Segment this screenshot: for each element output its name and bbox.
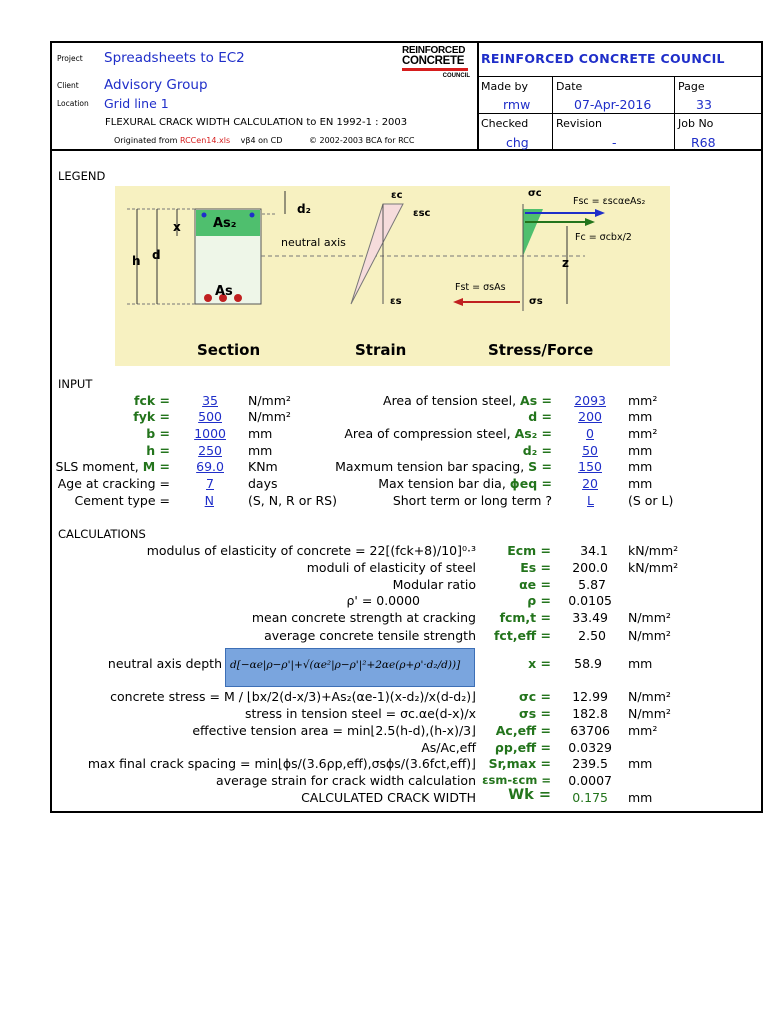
logo-line2: CONCRETE <box>402 55 465 67</box>
calc-desc-rho: ρ' = 0.0000 <box>346 593 420 608</box>
d2-input[interactable]: 50 <box>582 443 598 458</box>
originated-line <box>114 136 414 145</box>
calc-val-ae: 5.87 <box>578 577 606 592</box>
calc-val-aceff: 63706 <box>570 723 610 738</box>
location-value: Grid line 1 <box>104 96 169 111</box>
bardia-row-label <box>300 476 552 491</box>
as-symbol: As = <box>520 393 552 408</box>
calc-sym-es: Es = <box>520 560 551 575</box>
calc-sym-x: x = <box>528 656 551 671</box>
stress-triangle <box>523 209 543 256</box>
input-heading: INPUT <box>58 377 93 391</box>
calc-sym-ecm: Ecm = <box>507 543 551 558</box>
calc-unit-es: kN/mm² <box>628 560 679 575</box>
b-label: b = <box>146 426 170 441</box>
sigma-s-label: σs <box>529 296 543 307</box>
stress-caption: Stress/Force <box>488 341 594 359</box>
moment-unit: KNm <box>248 459 278 474</box>
council-title: REINFORCED CONCRETE COUNCIL <box>481 51 725 66</box>
cement-unit: (S, N, R or RS) <box>248 493 337 508</box>
calc-sym-ae: αe = <box>519 577 551 592</box>
page-label: Page <box>678 80 705 93</box>
spacing-row-label <box>300 459 552 474</box>
bardia-prefix: Max tension bar dia, <box>378 476 506 491</box>
calc-unit-srmax: mm <box>628 756 653 771</box>
calc-unit-fct: N/mm² <box>628 628 671 643</box>
calc-desc-sigmas: stress in tension steel = σc.αe(d-x)/x <box>245 706 476 721</box>
strain-caption: Strain <box>355 341 407 359</box>
header-hline1 <box>478 76 763 77</box>
header-divider <box>50 149 763 151</box>
bottom-bar-3 <box>234 294 242 302</box>
d-label: d <box>152 248 161 262</box>
as2-symbol: As₂ = <box>514 426 552 441</box>
calc-desc-ecm: modulus of elasticity of concrete = 22[(fck+8)/10]⁰·³ <box>146 543 476 558</box>
calc-sym-rho: ρ = <box>527 593 551 608</box>
age-label: Age at cracking = <box>57 476 170 491</box>
calc-val-esm: 0.0007 <box>568 773 612 788</box>
legend-diagram <box>115 186 670 366</box>
project-value: Spreadsheets to EC2 <box>104 50 245 66</box>
d-symbol: d = <box>528 409 552 424</box>
moment-label: M = <box>142 459 170 474</box>
calc-desc-srmax: max final crack spacing = min⌊ϕs/(3.6ρp,eff),σsϕs/(3.6fct,eff)⌋ <box>87 756 476 771</box>
client-label: Client <box>57 81 79 90</box>
logo-line1: REINFORCED <box>402 45 466 56</box>
calc-sym-esm: εsm-εcm = <box>482 773 551 787</box>
header-vline3 <box>674 76 675 150</box>
calc-sym-fcm: fcm,t = <box>499 610 551 625</box>
calc-desc-es: moduli of elasticity of steel <box>306 560 476 575</box>
calc-desc-x: neutral axis depth <box>107 656 222 671</box>
term-input[interactable]: L <box>587 493 594 508</box>
calc-desc-fcm: mean concrete strength at cracking <box>251 610 476 625</box>
as-unit: mm² <box>628 393 658 408</box>
logo-red-bar <box>402 68 468 71</box>
as-input[interactable]: 2093 <box>574 393 606 408</box>
calc-unit-sigmac: N/mm² <box>628 689 671 704</box>
calc-sym-sigmac: σc = <box>519 689 551 704</box>
h-label: h <box>132 254 141 268</box>
calc-val-fct: 2.50 <box>578 628 606 643</box>
calc-val-ecm: 34.1 <box>580 543 608 558</box>
calc-desc-rhop: As/Ac,eff <box>421 740 476 755</box>
calc-heading: CALCULATIONS <box>58 527 146 541</box>
calc-unit-sigmas: N/mm² <box>628 706 671 721</box>
cement-label: Cement type = <box>74 493 170 508</box>
made-by-label: Made by <box>481 80 528 93</box>
top-bar-2 <box>250 213 255 218</box>
as2-unit: mm² <box>628 426 658 441</box>
fc-label: Fc = σcbx/2 <box>575 232 632 243</box>
calc-val-sigmas: 182.8 <box>572 706 608 721</box>
calc-desc-wk: CALCULATED CRACK WIDTH <box>301 790 476 805</box>
fck-label: fck = <box>134 393 170 408</box>
calc-sym-fct: fct,eff = <box>493 628 551 643</box>
calc-sym-wk: Wk = <box>508 787 551 803</box>
calc-val-es: 200.0 <box>572 560 608 575</box>
as2-label: As₂ <box>213 216 237 231</box>
calc-desc-ae: Modular ratio <box>392 577 476 592</box>
checked-label: Checked <box>481 117 529 130</box>
checked-value: chg <box>506 135 529 150</box>
calc-desc-aceff: effective tension area = min⌊2.5(h-d),(h-x)/3⌋ <box>192 723 476 738</box>
header-vline2 <box>552 76 553 150</box>
calc-sym-aceff: Ac,eff = <box>495 723 551 738</box>
calc-val-fcm: 33.49 <box>572 610 608 625</box>
job-value: R68 <box>691 135 716 150</box>
revision-value: - <box>612 135 617 150</box>
fyk-input[interactable]: 500 <box>198 409 222 424</box>
d-input[interactable]: 200 <box>578 409 602 424</box>
eps-s-label: εs <box>390 296 402 307</box>
calc-val-srmax: 239.5 <box>572 756 608 771</box>
spacing-unit: mm <box>628 459 653 474</box>
fsc-label: Fsc = εscαeAs₂ <box>573 196 646 207</box>
fck-unit: N/mm² <box>248 393 291 408</box>
neutral-axis-formula-box <box>225 648 475 687</box>
x-label: x <box>173 220 181 234</box>
orig-version: vβ4 on CD <box>240 136 283 145</box>
calc-sym-srmax: Sr,max = <box>488 756 551 771</box>
calc-desc-sigmac: concrete stress = M / ⌊bx/2(d-x/3)+As₂(αe-1)(x-d₂)/x(d-d₂)⌋ <box>110 689 476 704</box>
calc-sym-rhop: ρp,eff = <box>494 740 551 755</box>
date-label: Date <box>556 80 583 93</box>
header-hline2 <box>478 113 763 114</box>
spacing-prefix: Maxmum tension bar spacing, <box>335 459 525 474</box>
calc-sym-sigmas: σs = <box>518 706 551 721</box>
calc-desc-fct: average concrete tensile strength <box>264 628 476 643</box>
orig-file: RCCen14.xls <box>179 136 231 145</box>
moment-prefix: SLS moment, <box>55 459 139 474</box>
spacing-symbol: S = <box>528 459 552 474</box>
h-unit: mm <box>248 443 273 458</box>
spacing-input[interactable]: 150 <box>578 459 602 474</box>
calc-unit-aceff: mm² <box>628 723 658 738</box>
as2-prefix: Area of compression steel, <box>344 426 511 441</box>
fyk-unit: N/mm² <box>248 409 291 424</box>
eps-c-label: εc <box>391 190 403 201</box>
moment-label-wrap <box>42 459 170 474</box>
age-input[interactable]: 7 <box>206 476 214 491</box>
as2-row-label <box>300 426 552 441</box>
orig-copyright: © 2002-2003 BCA for RCC <box>308 136 415 145</box>
neutral-axis-formula: d[−αe|ρ−ρ'|+√(αe²|ρ−ρ'|²+2αe(ρ+ρ'·d₂/d))] <box>230 659 461 671</box>
revision-label: Revision <box>556 117 602 130</box>
client-value: Advisory Group <box>104 77 208 93</box>
job-label: Job No <box>678 117 714 130</box>
calc-val-sigmac: 12.99 <box>572 689 608 704</box>
d2-symbol: d₂ = <box>522 443 552 458</box>
made-by-value: rmw <box>503 97 531 112</box>
h-input-label: h = <box>146 443 170 458</box>
rcc-logo <box>402 46 470 88</box>
strain-triangle <box>351 204 403 304</box>
logo-line3: COUNCIL <box>442 73 470 79</box>
fst-label: Fst = σsAs <box>455 282 506 293</box>
calc-title: FLEXURAL CRACK WIDTH CALCULATION to EN 1992-1 : 2003 <box>105 117 408 128</box>
as-row-label <box>300 393 552 408</box>
as-label: As <box>215 284 233 299</box>
moment-input[interactable]: 69.0 <box>196 459 224 474</box>
project-label: Project <box>57 54 83 63</box>
orig-prefix: Originated from <box>114 136 178 145</box>
neutral-axis-label: neutral axis <box>281 236 346 249</box>
bottom-bar-1 <box>204 294 212 302</box>
bardia-symbol: ϕeq = <box>509 476 552 491</box>
d2-unit: mm <box>628 443 653 458</box>
fyk-label: fyk = <box>133 409 170 424</box>
calc-unit-x: mm <box>628 656 653 671</box>
as2-input[interactable]: 0 <box>586 426 594 441</box>
d2-label: d₂ <box>297 202 311 216</box>
term-unit: (S or L) <box>628 493 674 508</box>
section-caption: Section <box>197 341 261 359</box>
calc-val-x: 58.9 <box>574 656 602 671</box>
bardia-unit: mm <box>628 476 653 491</box>
calc-unit-wk: mm <box>628 790 653 805</box>
date-value: 07-Apr-2016 <box>574 97 652 112</box>
d-unit: mm <box>628 409 653 424</box>
page-value: 33 <box>696 97 712 112</box>
calc-val-rho: 0.0105 <box>568 593 612 608</box>
z-label: z <box>562 256 569 270</box>
term-label: Short term or long term ? <box>392 493 552 508</box>
h-input[interactable]: 250 <box>198 443 222 458</box>
header-vline <box>477 41 479 151</box>
legend-diagram-svg <box>115 186 670 366</box>
calc-unit-fcm: N/mm² <box>628 610 671 625</box>
calc-desc-esm: average strain for crack width calculation <box>216 773 476 788</box>
b-unit: mm <box>248 426 273 441</box>
as-prefix: Area of tension steel, <box>383 393 517 408</box>
age-unit: days <box>248 476 278 491</box>
fck-input[interactable]: 35 <box>202 393 218 408</box>
location-label: Location <box>57 99 89 108</box>
calc-unit-ecm: kN/mm² <box>628 543 679 558</box>
cement-input[interactable]: N <box>204 493 214 508</box>
legend-heading: LEGEND <box>58 169 106 183</box>
bardia-input[interactable]: 20 <box>582 476 598 491</box>
calc-val-rhop: 0.0329 <box>568 740 612 755</box>
top-bar-1 <box>202 213 207 218</box>
sigma-c-label: σc <box>528 188 542 199</box>
calc-val-wk: 0.175 <box>572 790 608 805</box>
eps-sc-label: εsc <box>413 208 431 219</box>
b-input[interactable]: 1000 <box>194 426 226 441</box>
